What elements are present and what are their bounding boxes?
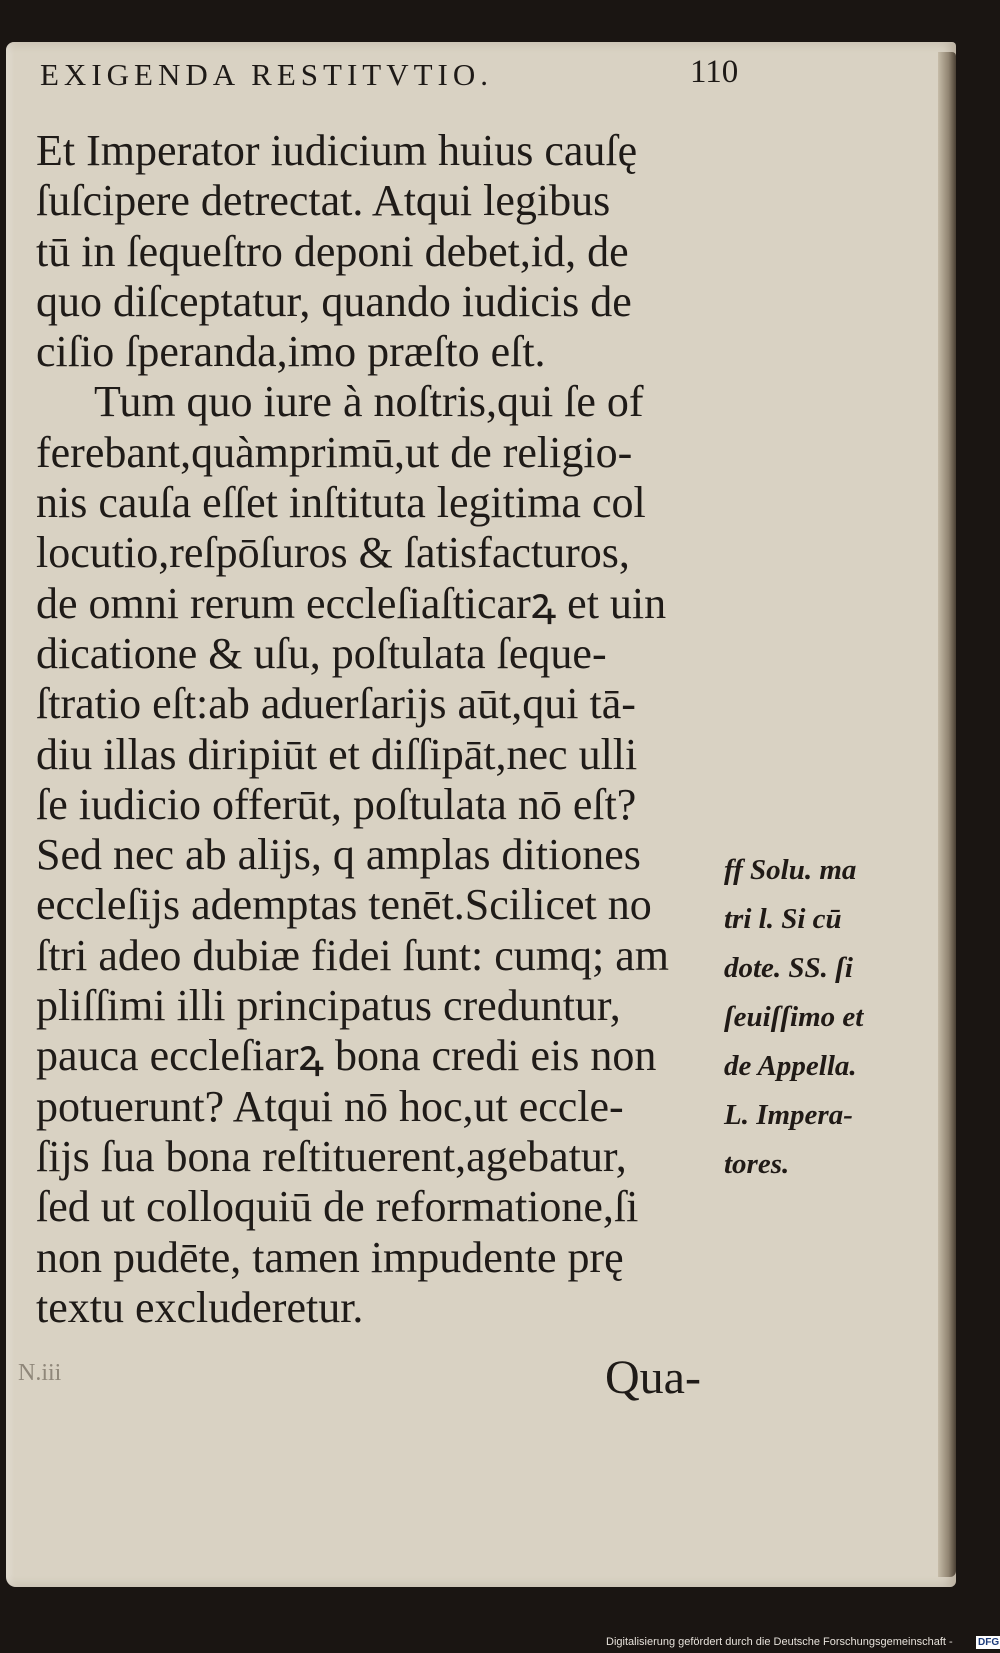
page-number: 110 [690,54,739,90]
text-line: Tum quo iure à noſtris,qui ſe of [94,377,644,427]
text-line: pliſſimi illi principatus creduntur, [36,981,621,1031]
text-line: ſijs ſua bona reſtituerent,agebatur, [36,1131,627,1181]
text-line: ſtratio eſt:ab aduerſarijs aūt,qui tā- [36,679,636,729]
digitization-credit: Digitalisierung gefördert durch die Deutsche Forschungsgemeinschaft - [606,1636,953,1648]
text-line: eccleſijs ademptas tenēt.Scilicet no [36,880,652,930]
margin-note-line: de Appella. [724,1050,857,1082]
text-line: Et Imperator iudicium huius cauſę [36,126,638,175]
text-line: locutio,reſpōſuros & ſatisfacturos, [36,528,630,578]
text-line: ſuſcipere detrectat. Atqui legibus [36,176,611,226]
margin-note-line: dote. SS. ſi [724,952,853,984]
margin-note-line: ff Solu. ma [724,854,857,886]
text-line: Sed nec ab alijs, q amplas ditiones [36,830,641,880]
text-line: de omni rerum eccleſiaſticarꝝ et uin [36,578,667,628]
text-line: ſtri adeo dubiæ fidei ſunt: cumq; am [36,930,669,980]
text-line: dicatione & uſu, poſtulata ſeque- [36,628,607,678]
text-line: ſe iudicio offerūt, poſtulata nō eſt? [36,779,637,829]
text-line: non pudēte, tamen impudente prę [36,1232,624,1282]
text-line: diu illas diripiūt et diſſipāt,nec ulli [36,729,638,779]
text-line: tū in ſequeſtro deponi debet,id, de [36,226,629,276]
page-edge [938,52,956,1577]
running-head: EXIGENDA RESTITVTIO. [40,57,494,92]
text-line: ſed ut colloquiū de reformatione,ſi [36,1182,639,1232]
dfg-logo: DFG [978,1637,1000,1648]
signature-mark: N.iii [18,1360,62,1386]
margin-note-line: ſeuiſſimo et [724,1001,864,1033]
text-line: pauca eccleſiarꝝ bona credi eis non [36,1031,657,1081]
text-line: ciſio ſperanda,imo præſto eſt. [36,327,546,377]
text-line: nis cauſa eſſet inſtituta legitima col [36,478,646,528]
text-line: potuerunt? Atqui nō hoc,ut eccle- [36,1081,624,1131]
margin-note-line: tores. [724,1148,790,1180]
text-line: ferebant,quàmprimū,ut de religio- [36,427,633,477]
text-line: textu excluderetur. [36,1282,364,1332]
margin-note-line: tri l. Si cū [724,903,842,935]
text-line: quo diſceptatur, quando iudicis de [36,276,632,326]
marginal-note [724,846,894,1189]
body-text [36,126,736,1333]
catchword: Qua- [605,1351,701,1404]
margin-note-line: L. Impera- [724,1099,853,1131]
